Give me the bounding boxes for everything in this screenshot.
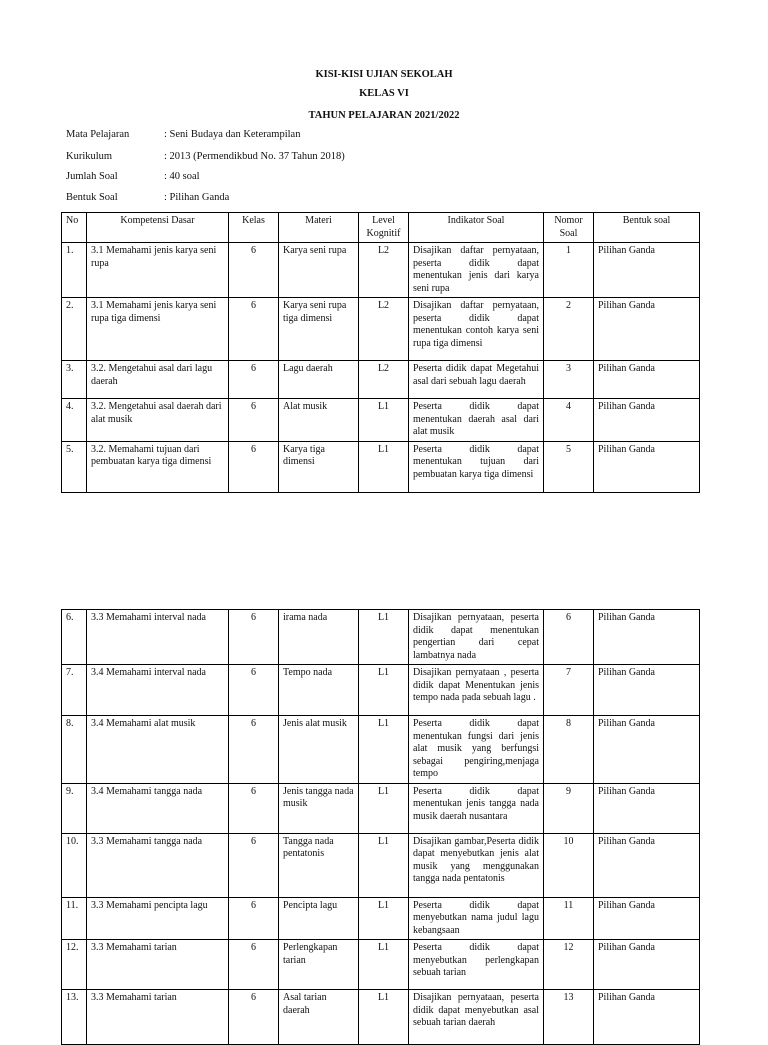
cell-materi: Asal tarian daerah bbox=[279, 990, 359, 1045]
cell-kompetensi: 3.3 Memahami tangga nada bbox=[87, 833, 229, 897]
meta-value: : 2013 (Permendikbud No. 37 Tahun 2018) bbox=[164, 151, 345, 162]
cell-level: L2 bbox=[359, 243, 409, 298]
cell-kompetensi: 3.4 Memahami interval nada bbox=[87, 665, 229, 716]
cell-kelas: 6 bbox=[229, 783, 279, 833]
header-cell: Bentuk soal bbox=[594, 213, 700, 243]
cell-no: 5. bbox=[62, 441, 87, 492]
table-row bbox=[62, 716, 700, 784]
cell-kelas: 6 bbox=[229, 990, 279, 1045]
cell-kelas: 6 bbox=[229, 716, 279, 784]
cell-level: L1 bbox=[359, 610, 409, 665]
cell-nomor: 9 bbox=[544, 783, 594, 833]
cell-kompetensi: 3.2. Memahami tujuan dari pembuatan karya tiga dimensi bbox=[87, 441, 229, 492]
cell-nomor: 11 bbox=[544, 897, 594, 940]
meta-label: Mata Pelajaran bbox=[66, 129, 130, 140]
cell-nomor: 10 bbox=[544, 833, 594, 897]
cell-no: 8. bbox=[62, 716, 87, 784]
cell-bentuk: Pilihan Ganda bbox=[594, 361, 700, 399]
cell-indikator: Disajikan pernyataan, peserta didik dapat menyebutkan asal sebuah tarian daerah bbox=[409, 990, 544, 1045]
table-header-row bbox=[62, 213, 700, 243]
cell-bentuk: Pilihan Ganda bbox=[594, 665, 700, 716]
header-cell: No bbox=[62, 213, 87, 243]
cell-kompetensi: 3.3 Memahami tarian bbox=[87, 940, 229, 990]
cell-level: L1 bbox=[359, 940, 409, 990]
table-row bbox=[62, 833, 700, 897]
cell-nomor: 5 bbox=[544, 441, 594, 492]
cell-bentuk: Pilihan Ganda bbox=[594, 243, 700, 298]
cell-bentuk: Pilihan Ganda bbox=[594, 716, 700, 784]
table-row bbox=[62, 399, 700, 442]
cell-kompetensi: 3.3 Memahami pencipta lagu bbox=[87, 897, 229, 940]
table-row bbox=[62, 610, 700, 665]
cell-no: 6. bbox=[62, 610, 87, 665]
cell-level: L2 bbox=[359, 361, 409, 399]
cell-kelas: 6 bbox=[229, 243, 279, 298]
cell-indikator: Peserta didik dapat menyebutkan nama judul lagu kebangsaan bbox=[409, 897, 544, 940]
cell-kompetensi: 3.1 Memahami jenis karya seni rupa tiga dimensi bbox=[87, 298, 229, 361]
cell-nomor: 7 bbox=[544, 665, 594, 716]
cell-kompetensi: 3.4 Memahami tangga nada bbox=[87, 783, 229, 833]
cell-level: L1 bbox=[359, 716, 409, 784]
meta-value: : 40 soal bbox=[164, 171, 200, 182]
table-row bbox=[62, 783, 700, 833]
table-row bbox=[62, 361, 700, 399]
cell-kelas: 6 bbox=[229, 610, 279, 665]
cell-nomor: 8 bbox=[544, 716, 594, 784]
cell-level: L1 bbox=[359, 990, 409, 1045]
cell-indikator: Disajikan gambar,Peserta didik dapat menyebutkan jenis alat musik yang menggunakan tangga nada pentatonis bbox=[409, 833, 544, 897]
cell-level: L1 bbox=[359, 399, 409, 442]
cell-nomor: 2 bbox=[544, 298, 594, 361]
header-cell: Level Kognitif bbox=[359, 213, 409, 243]
cell-materi: Pencipta lagu bbox=[279, 897, 359, 940]
cell-materi: Lagu daerah bbox=[279, 361, 359, 399]
cell-bentuk: Pilihan Ganda bbox=[594, 610, 700, 665]
cell-kompetensi: 3.2. Mengetahui asal daerah dari alat musik bbox=[87, 399, 229, 442]
cell-indikator: Peserta didik dapat menentukan daerah asal dari alat musik bbox=[409, 399, 544, 442]
table-row bbox=[62, 243, 700, 298]
cell-materi: Karya seni rupa tiga dimensi bbox=[279, 298, 359, 361]
kisi-kisi-table-page-2 bbox=[61, 609, 700, 1045]
table-row bbox=[62, 298, 700, 361]
cell-materi: Karya tiga dimensi bbox=[279, 441, 359, 492]
cell-kelas: 6 bbox=[229, 897, 279, 940]
cell-bentuk: Pilihan Ganda bbox=[594, 940, 700, 990]
header-cell: Indikator Soal bbox=[409, 213, 544, 243]
cell-bentuk: Pilihan Ganda bbox=[594, 441, 700, 492]
cell-no: 1. bbox=[62, 243, 87, 298]
cell-level: L1 bbox=[359, 441, 409, 492]
cell-nomor: 12 bbox=[544, 940, 594, 990]
cell-nomor: 13 bbox=[544, 990, 594, 1045]
cell-kelas: 6 bbox=[229, 940, 279, 990]
meta-label: Kurikulum bbox=[66, 151, 113, 162]
cell-kelas: 6 bbox=[229, 833, 279, 897]
cell-bentuk: Pilihan Ganda bbox=[594, 990, 700, 1045]
cell-kompetensi: 3.2. Mengetahui asal dari lagu daerah bbox=[87, 361, 229, 399]
meta-label: Jumlah Soal bbox=[66, 171, 118, 182]
cell-indikator: Peserta didik dapat menentukan tujuan dari pembuatan karya tiga dimensi bbox=[409, 441, 544, 492]
cell-materi: Alat musik bbox=[279, 399, 359, 442]
cell-bentuk: Pilihan Ganda bbox=[594, 897, 700, 940]
cell-indikator: Peserta didik dapat menentukan jenis tangga nada musik daerah nusantara bbox=[409, 783, 544, 833]
cell-kelas: 6 bbox=[229, 399, 279, 442]
cell-bentuk: Pilihan Ganda bbox=[594, 783, 700, 833]
cell-no: 12. bbox=[62, 940, 87, 990]
cell-bentuk: Pilihan Ganda bbox=[594, 399, 700, 442]
header-cell: Kompetensi Dasar bbox=[87, 213, 229, 243]
cell-nomor: 1 bbox=[544, 243, 594, 298]
cell-kompetensi: 3.1 Memahami jenis karya seni rupa bbox=[87, 243, 229, 298]
cell-materi: Jenis tangga nada musik bbox=[279, 783, 359, 833]
cell-kelas: 6 bbox=[229, 665, 279, 716]
cell-materi: Tangga nada pentatonis bbox=[279, 833, 359, 897]
table-row bbox=[62, 990, 700, 1045]
cell-no: 9. bbox=[62, 783, 87, 833]
cell-nomor: 4 bbox=[544, 399, 594, 442]
cell-materi: Jenis alat musik bbox=[279, 716, 359, 784]
cell-no: 3. bbox=[62, 361, 87, 399]
cell-kelas: 6 bbox=[229, 361, 279, 399]
document-title: KISI-KISI UJIAN SEKOLAH bbox=[315, 69, 453, 80]
cell-materi: Karya seni rupa bbox=[279, 243, 359, 298]
cell-level: L1 bbox=[359, 665, 409, 716]
cell-indikator: Peserta didik dapat menentukan fungsi dari jenis alat musik yang berfungsi sebagai pengiring,menjaga tempo bbox=[409, 716, 544, 784]
cell-nomor: 6 bbox=[544, 610, 594, 665]
cell-kelas: 6 bbox=[229, 298, 279, 361]
meta-value: : Seni Budaya dan Keterampilan bbox=[164, 129, 301, 140]
table-row bbox=[62, 897, 700, 940]
cell-indikator: Disajikan pernyataan, peserta didik dapat menentukan pengertian dari cepat lambatnya nada bbox=[409, 610, 544, 665]
cell-no: 7. bbox=[62, 665, 87, 716]
header-cell: Materi bbox=[279, 213, 359, 243]
table-row bbox=[62, 441, 700, 492]
cell-no: 11. bbox=[62, 897, 87, 940]
kisi-kisi-table-page-1 bbox=[61, 212, 700, 493]
cell-level: L1 bbox=[359, 783, 409, 833]
cell-materi: Tempo nada bbox=[279, 665, 359, 716]
cell-level: L2 bbox=[359, 298, 409, 361]
cell-indikator: Disajikan daftar pernyataan, peserta didik dapat menentukan contoh karya seni rupa tiga dimensi bbox=[409, 298, 544, 361]
header-cell: Nomor Soal bbox=[544, 213, 594, 243]
cell-materi: Perlengkapan tarian bbox=[279, 940, 359, 990]
cell-indikator: Peserta didik dapat menyebutkan perlengkapan sebuah tarian bbox=[409, 940, 544, 990]
cell-indikator: Disajikan pernyataan , peserta didik dapat Menentukan jenis tempo nada pada sebuah lagu . bbox=[409, 665, 544, 716]
meta-label: Bentuk Soal bbox=[66, 192, 118, 203]
cell-level: L1 bbox=[359, 833, 409, 897]
cell-nomor: 3 bbox=[544, 361, 594, 399]
cell-indikator: Disajikan daftar pernyataan, peserta didik dapat menentukan jenis dari karya seni rupa bbox=[409, 243, 544, 298]
cell-materi: irama nada bbox=[279, 610, 359, 665]
cell-no: 4. bbox=[62, 399, 87, 442]
table-row bbox=[62, 665, 700, 716]
table-row bbox=[62, 940, 700, 990]
document-subtitle: KELAS VI bbox=[359, 88, 409, 99]
cell-kompetensi: 3.4 Memahami alat musik bbox=[87, 716, 229, 784]
cell-kompetensi: 3.3 Memahami tarian bbox=[87, 990, 229, 1045]
cell-kelas: 6 bbox=[229, 441, 279, 492]
cell-bentuk: Pilihan Ganda bbox=[594, 833, 700, 897]
cell-no: 2. bbox=[62, 298, 87, 361]
cell-level: L1 bbox=[359, 897, 409, 940]
document-year: TAHUN PELAJARAN 2021/2022 bbox=[308, 110, 460, 121]
cell-bentuk: Pilihan Ganda bbox=[594, 298, 700, 361]
cell-no: 10. bbox=[62, 833, 87, 897]
cell-kompetensi: 3.3 Memahami interval nada bbox=[87, 610, 229, 665]
cell-no: 13. bbox=[62, 990, 87, 1045]
meta-value: : Pilihan Ganda bbox=[164, 192, 230, 203]
header-cell: Kelas bbox=[229, 213, 279, 243]
cell-indikator: Peserta didik dapat Megetahui asal dari sebuah lagu daerah bbox=[409, 361, 544, 399]
